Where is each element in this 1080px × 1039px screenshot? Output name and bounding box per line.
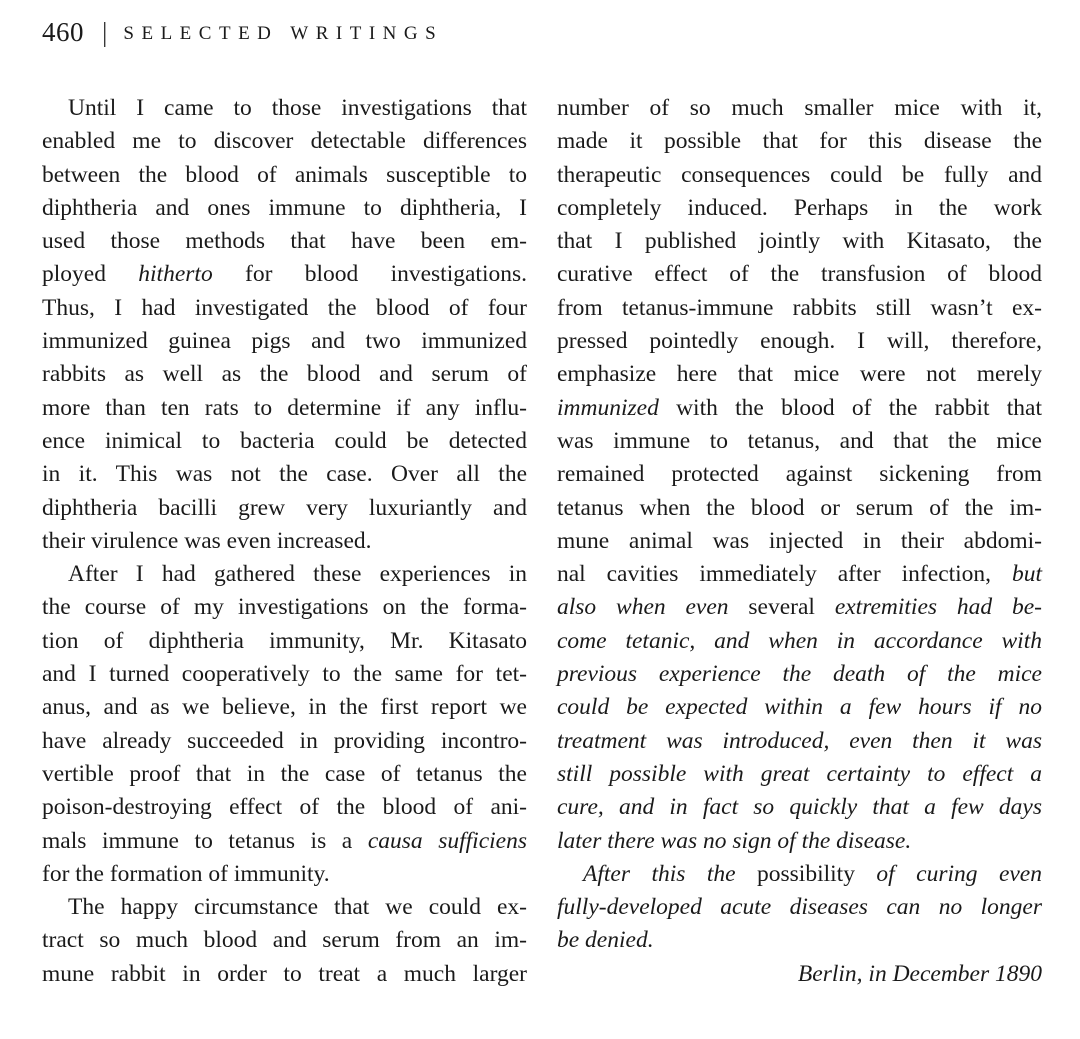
text-run: Until I came to those investigations that [68, 95, 527, 121]
text-line [42, 525, 527, 558]
text-line [557, 791, 1042, 824]
paragraph [42, 891, 527, 991]
text-line [557, 392, 1042, 425]
text-line [557, 358, 1042, 391]
text-line [557, 225, 1042, 258]
header-separator: | [102, 17, 108, 47]
text-run: between the blood of animals susceptible to [42, 161, 527, 188]
text-line [42, 125, 527, 158]
text-line [42, 825, 527, 858]
text-run: enabled me to discover detectable differences [42, 128, 527, 155]
text-run: rabbits as well as the blood and serum of [42, 361, 527, 388]
text-line [557, 825, 1042, 858]
text-line [42, 258, 527, 291]
text-run: vertible proof that in the case of tetanus the [42, 760, 527, 787]
text-run: made it possible that for this disease the [557, 128, 1042, 155]
text-line [42, 758, 527, 791]
text-run: Thus, I had investigated the blood of four [42, 294, 527, 321]
text-line [557, 425, 1042, 458]
italic-run: still possible with great certainty to effect a [557, 760, 1042, 787]
italic-run: immunized [557, 394, 659, 421]
italic-run: be denied. [557, 927, 654, 954]
paragraph [42, 92, 527, 558]
text-line [42, 225, 527, 258]
text-run: in it. This was not the case. Over all the [42, 461, 527, 488]
paragraph [557, 92, 1042, 858]
text-run: tract so much blood and serum from an im- [42, 927, 527, 954]
text-run: poison-destroying effect of the blood of ani- [42, 794, 527, 821]
text-line [42, 159, 527, 192]
text-line [557, 525, 1042, 558]
text-run: have already succeeded in providing incontro- [42, 727, 527, 754]
italic-run: hitherto [138, 261, 213, 288]
text-run: was immune to tetanus, and that the mice [557, 427, 1042, 454]
text-line [42, 958, 527, 991]
text-line [557, 92, 1042, 125]
text-run: several [728, 594, 835, 621]
text-run: remained protected against sickening from [557, 461, 1042, 488]
text-run: and I turned cooperatively to the same for tet- [42, 661, 527, 688]
text-line [42, 458, 527, 491]
text-run: ployed [42, 261, 139, 288]
text-line [42, 325, 527, 358]
text-line [557, 125, 1042, 158]
italic-run: treatment was introduced, even then it was [557, 727, 1042, 754]
text-line [557, 924, 1042, 957]
text-line [557, 891, 1042, 924]
text-run: The happy circumstance that we could ex- [68, 894, 527, 921]
text-line [42, 858, 527, 891]
text-line [42, 292, 527, 325]
text-line [42, 558, 527, 591]
text-line [42, 591, 527, 624]
signoff [557, 958, 1042, 991]
italic-run: also when even [557, 594, 729, 621]
page-number: 460 [42, 17, 84, 47]
text-run: mals immune to tetanus is a [42, 827, 368, 854]
italic-run: cure, and in fact so quickly that a few days [557, 794, 1042, 821]
text-run: pressed pointedly enough. I will, therefore, [557, 328, 1042, 355]
text-run: used those methods that have been em- [42, 228, 527, 255]
text-run: the course of my investigations on the forma- [42, 594, 527, 621]
running-head [42, 14, 443, 54]
text-run: diphtheria and ones immune to diphtheria, I [42, 194, 527, 221]
text-line [42, 492, 527, 525]
signoff-text: Berlin, in December 1890 [797, 960, 1042, 987]
text-run: After I had gathered these experiences in [68, 561, 527, 588]
italic-run: After this the [583, 860, 736, 887]
text-line [557, 591, 1042, 624]
text-line [42, 358, 527, 391]
text-line [557, 192, 1042, 225]
italic-run: causa sufficiens [367, 827, 527, 854]
text-line [557, 325, 1042, 358]
left-column [42, 92, 527, 991]
text-line [557, 159, 1042, 192]
text-line [557, 758, 1042, 791]
paragraph [557, 858, 1042, 958]
text-run: immunized guinea pigs and two immunized [42, 328, 527, 355]
text-run: more than ten rats to determine if any influ- [42, 394, 527, 421]
text-line [557, 258, 1042, 291]
text-run: with the blood of the rabbit that [658, 394, 1042, 421]
text-line [557, 558, 1042, 591]
book-title: SELECTED WRITINGS [123, 23, 444, 44]
text-line [557, 458, 1042, 491]
italic-run: could be expected within a few hours if no [557, 694, 1042, 721]
text-line [557, 691, 1042, 724]
text-line [42, 425, 527, 458]
text-line [42, 725, 527, 758]
italic-run: fully-developed acute diseases can no longer [557, 894, 1042, 921]
text-run: nal cavities immediately after infection, [557, 561, 1012, 588]
text-run: that I published jointly with Kitasato, the [557, 228, 1042, 255]
italic-run: come tetanic, and when in accordance with [557, 627, 1042, 654]
text-run: tetanus when the blood or serum of the im- [557, 494, 1042, 521]
text-line [557, 725, 1042, 758]
text-line [557, 858, 1042, 891]
text-run: anus, and as we believe, in the first report we [42, 694, 527, 721]
text-line [42, 891, 527, 924]
text-line [42, 392, 527, 425]
italic-run: extremities had be- [834, 594, 1043, 621]
text-run: completely induced. Perhaps in the work [557, 194, 1042, 221]
text-run: ence inimical to bacteria could be detected [42, 427, 527, 454]
text-line [557, 292, 1042, 325]
text-line [42, 658, 527, 691]
text-run: mune animal was injected in their abdomi- [557, 527, 1042, 554]
text-line [557, 625, 1042, 658]
text-run: for blood investigations. [212, 261, 527, 288]
text-line [42, 924, 527, 957]
text-run: diphtheria bacilli grew very luxuriantly and [42, 494, 527, 521]
text-line [42, 691, 527, 724]
text-run: curative effect of the transfusion of blood [557, 261, 1042, 288]
text-line [42, 192, 527, 225]
text-run: for the formation of immunity. [42, 860, 330, 887]
text-run: mune rabbit in order to treat a much larger [42, 960, 527, 987]
italic-run: of curing even [876, 860, 1042, 887]
text-line [557, 658, 1042, 691]
text-run: their virulence was even increased. [42, 527, 372, 554]
text-run: possibility [735, 860, 877, 887]
italic-run: previous experience the death of the mice [557, 661, 1042, 688]
text-run: from tetanus-immune rabbits still wasn’t ex- [557, 294, 1042, 321]
italic-run: but [1011, 561, 1042, 588]
text-run: tion of diphtheria immunity, Mr. Kitasato [42, 627, 527, 654]
right-column [557, 92, 1042, 991]
paragraph [42, 558, 527, 891]
text-run: therapeutic consequences could be fully and [557, 161, 1042, 188]
text-line [42, 791, 527, 824]
text-run: emphasize here that mice were not merely [557, 361, 1042, 388]
text-line [557, 492, 1042, 525]
text-run: number of so much smaller mice with it, [557, 95, 1042, 121]
italic-run: later there was no sign of the disease. [557, 827, 912, 854]
text-line [42, 625, 527, 658]
text-line [42, 92, 527, 125]
